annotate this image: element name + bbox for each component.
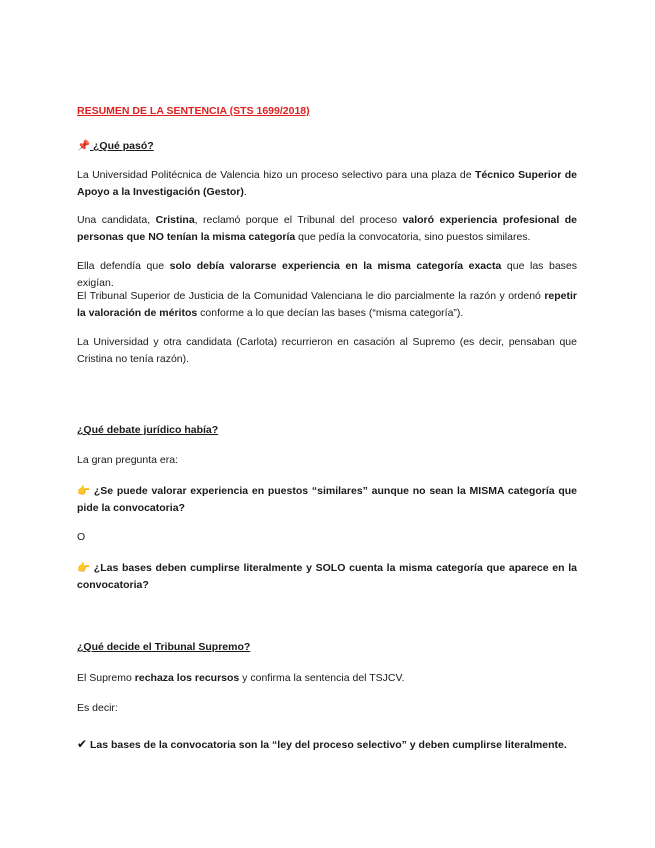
bold-text-run: repetir la valoración de méritos bbox=[77, 290, 577, 319]
paragraph-conclusion bbox=[77, 736, 577, 754]
question-one bbox=[77, 483, 577, 517]
paragraph-that-is: Es decir: bbox=[77, 702, 118, 714]
bold-text-run: Cristina bbox=[155, 214, 195, 226]
paragraph-process bbox=[77, 167, 577, 201]
text-run: Ella defendía que bbox=[77, 260, 170, 272]
text-run: conforme a lo que decían las bases (“misma categoría”). bbox=[197, 307, 464, 319]
question-text: ¿Se puede valorar experiencia en puestos “similares” aunque no sean la MISMA categoría que pide la convocatoria? bbox=[77, 485, 578, 514]
bold-text-run: valoró experiencia profesional de personas que NO tenían la misma categoría bbox=[77, 214, 577, 243]
paragraph-claim bbox=[77, 212, 577, 246]
section-heading-what-happened bbox=[77, 138, 577, 155]
pointing-hand-icon: 👉 bbox=[77, 562, 91, 574]
paragraph-tsj-ruling bbox=[77, 288, 577, 322]
text-run: El Tribunal Superior de Justicia de la Comunidad Valenciana le dio parcialmente la razón y ordenó bbox=[77, 290, 545, 302]
pointing-hand-icon: 👉 bbox=[77, 485, 91, 497]
paragraph-or: O bbox=[77, 531, 86, 543]
question-text: ¿Las bases deben cumplirse literalmente y SOLO cuenta la misma categoría que aparece en la convocatoria? bbox=[77, 562, 578, 591]
paragraph-position bbox=[77, 258, 577, 292]
text-run: , reclamó porque el Tribunal del proceso bbox=[194, 214, 403, 226]
text-run: y confirma la sentencia del TSJCV. bbox=[239, 672, 405, 684]
text-run: que pedía la convocatoria, sino puestos similares. bbox=[295, 231, 531, 243]
bold-text-run: Técnico Superior de Apoyo a la Investigación (Gestor) bbox=[77, 169, 577, 198]
check-mark-icon: ✔ bbox=[77, 737, 88, 751]
pushpin-icon: 📌 bbox=[77, 140, 91, 152]
conclusion-text: Las bases de la convocatoria son la “ley del proceso selectivo” y deben cumplirse literalmente. bbox=[89, 739, 567, 751]
section-heading-supreme-decision: ¿Qué decide el Tribunal Supremo? bbox=[77, 641, 251, 653]
heading-text: ¿Qué pasó? bbox=[93, 140, 154, 152]
section-heading-legal-debate: ¿Qué debate jurídico había? bbox=[77, 424, 219, 436]
bold-text-run: rechaza los recursos bbox=[134, 672, 240, 684]
text-run: . bbox=[243, 186, 247, 198]
text-run: La Universidad Politécnica de Valencia hizo un proceso selectivo para una plaza de bbox=[77, 169, 476, 181]
bold-text-run: solo debía valorarse experiencia en la misma categoría exacta bbox=[169, 260, 502, 272]
question-two bbox=[77, 560, 577, 594]
text-run: que las bases exigían. bbox=[77, 260, 577, 289]
document-title: RESUMEN DE LA SENTENCIA (STS 1699/2018) bbox=[77, 105, 310, 117]
text-run: Una candidata, bbox=[77, 214, 156, 226]
text-run: El Supremo bbox=[77, 672, 135, 684]
paragraph-question-intro: La gran pregunta era: bbox=[77, 454, 178, 466]
paragraph-appeal: La Universidad y otra candidata (Carlota) recurrieron en casación al Supremo (es decir, pensaban que Cristina no tenía razón). bbox=[77, 336, 577, 365]
paragraph-supreme-ruling bbox=[77, 670, 577, 687]
